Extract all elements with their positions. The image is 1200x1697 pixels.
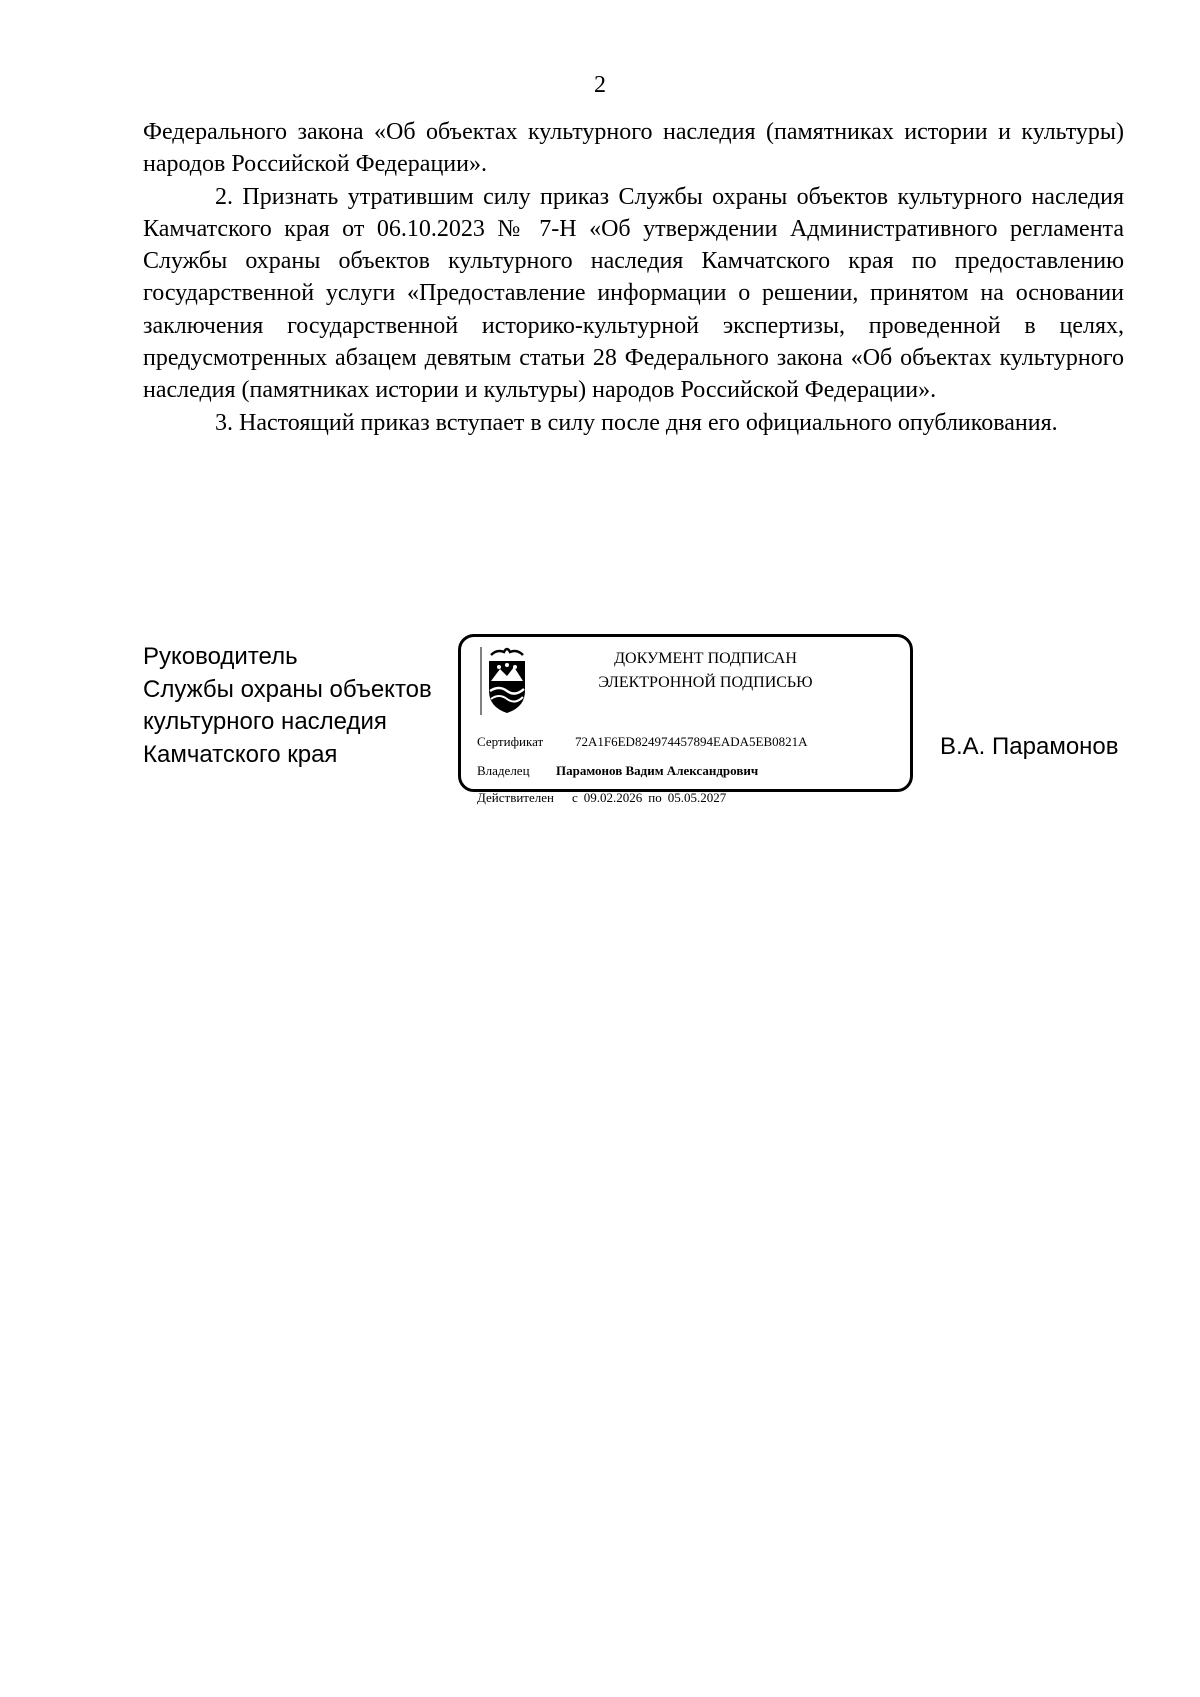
signatory-title: [143, 641, 432, 771]
validity-label: Действителен: [477, 790, 554, 805]
text-line: государственной историко-культурной экспертизы, проведенной в целях,: [287, 312, 1125, 339]
text-line: 2. Признать утратившим силу приказ Службы охраны объектов: [215, 183, 889, 210]
owner-row: [477, 763, 758, 779]
text-line: культурного наследия Камчатского края от 06.10.2023 № 7-Н «Об утверждении: [143, 183, 1125, 242]
paragraph-1-continuation: [143, 116, 1124, 181]
text-line: «Об объектах культурного наследия (памятниках истории и культуры) народов: [143, 345, 1125, 404]
stamp-title-line: ЭЛЕКТРОННОЙ ПОДПИСЬЮ: [598, 674, 813, 691]
text-line: наследия Камчатского края по предоставлению государственной услуги: [143, 248, 1125, 307]
text-line: и культуры) народов Российской Федерации».: [143, 119, 1124, 178]
paragraph-3: [143, 407, 1124, 439]
signatory-line: культурного наследия: [143, 708, 387, 735]
text-line: 3. Настоящий приказ вступает в силу после дня его официального: [215, 409, 892, 436]
certificate-label: Сертификат: [477, 734, 544, 749]
document-body: [143, 116, 1124, 439]
text-line: «Предоставление информации о решении, принятом на основании заключения: [143, 280, 1124, 339]
stamp-title-line: ДОКУМЕНТ ПОДПИСАН: [614, 650, 797, 667]
signer-name: В.А. Парамонов: [940, 733, 1119, 760]
validity-row: [477, 790, 726, 806]
paragraph-2: [143, 181, 1124, 407]
certificate-value: 72A1F6ED824974457894EADA5EB0821A: [575, 734, 808, 749]
valid-from-date: 09.02.2026: [583, 790, 643, 805]
valid-to-prefix: по: [648, 790, 662, 805]
text-line: Административного регламента Службы охраны объектов культурного: [143, 215, 1124, 275]
stamp-title: [461, 647, 910, 695]
owner-label: Владелец: [477, 763, 530, 778]
electronic-signature-stamp: [458, 634, 913, 805]
valid-from-prefix: с: [572, 790, 578, 805]
text-line: опубликования.: [897, 409, 1058, 436]
text-line: предусмотренных абзацем девятым статьи 28 Федерального закона: [143, 345, 843, 372]
signatory-line: Руководитель: [143, 643, 298, 670]
signatory-line: Камчатского края: [143, 740, 338, 768]
page-number: 2: [594, 72, 606, 98]
signatory-line: Службы охраны объектов: [143, 675, 432, 703]
owner-value: Парамонов Вадим Александрович: [556, 763, 759, 778]
certificate-row: [477, 734, 808, 750]
valid-to-date: 05.05.2027: [667, 790, 727, 805]
text-line: Федерального закона «Об объектах культурного наследия (памятниках истории: [143, 119, 988, 145]
text-line: Российской Федерации».: [680, 377, 937, 404]
